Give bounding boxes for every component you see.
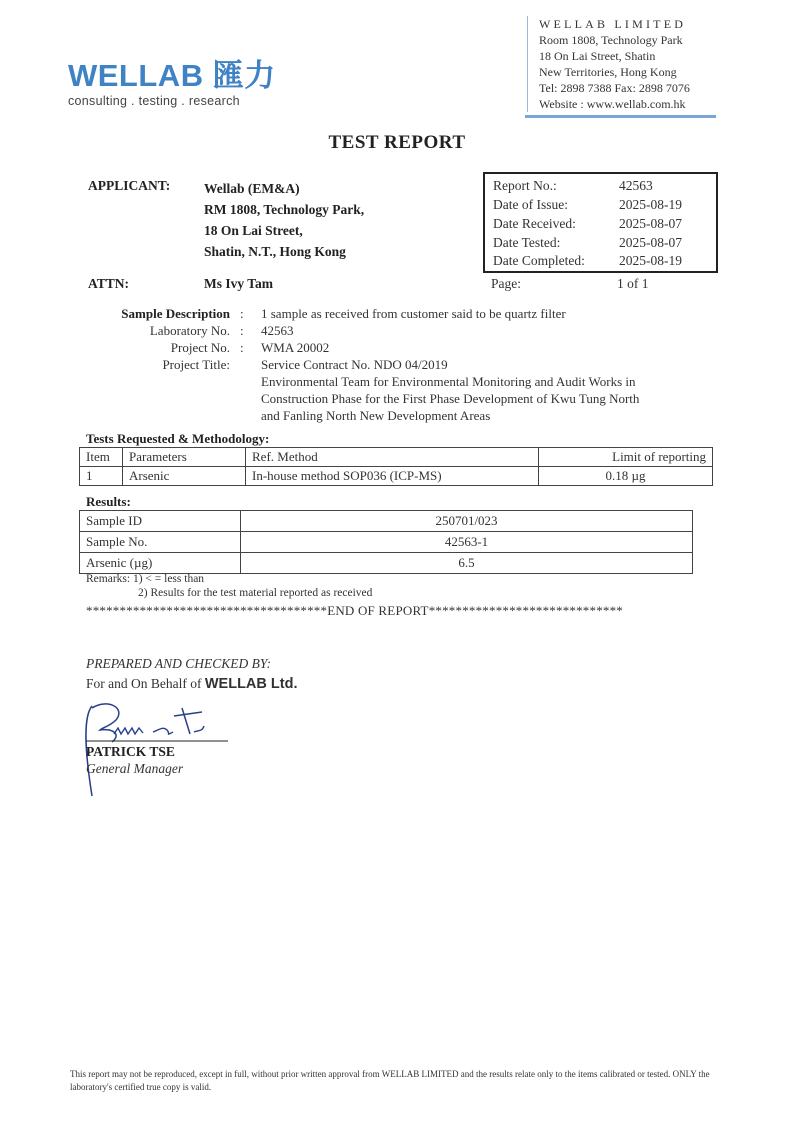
footer-disclaimer: This report may not be reproduced, except in full, without prior written approval from WELLAB LIMITED and the results relate only to the items calibrated or tested. ONLY the laboratory's certified true copy is valid. [70, 1069, 710, 1092]
laboratory-no-label: Laboratory No. [149, 323, 230, 338]
date-completed-row: Date Completed: 2025-08-19 [493, 253, 682, 268]
project-no-label: Project No. [170, 340, 230, 355]
table-cell: 0.18 µg [539, 467, 713, 486]
table-cell: Arsenic (µg) [80, 553, 241, 574]
report-number-row: Report No.: 42563 [493, 178, 653, 193]
column-header: Item [80, 448, 123, 467]
table-cell: 1 [80, 467, 123, 486]
signatory-name: PATRICK TSE [86, 744, 175, 759]
applicant-line: 18 On Lai Street, [204, 223, 303, 238]
address-line: 18 On Lai Street, Shatin [539, 49, 656, 63]
attn-label: ATTN: [88, 276, 130, 291]
table-cell: Sample ID [80, 511, 241, 532]
column-header: Limit of reporting [539, 448, 713, 467]
behalf-prefix: For and On Behalf of [86, 676, 202, 691]
results-heading: Results: [86, 494, 131, 509]
table-row [80, 532, 693, 553]
header-divider-horizontal [525, 115, 716, 118]
project-title-line: Environmental Team for Environmental Monitoring and Audit Works in [261, 374, 636, 389]
sample-description-value: 1 sample as received from customer said to be quartz filter [261, 306, 566, 321]
project-title-line: Construction Phase for the First Phase Development of Kwu Tung North [261, 391, 640, 406]
applicant-line: RM 1808, Technology Park, [204, 202, 365, 217]
report-title: TEST REPORT [328, 132, 466, 153]
remarks-label: Remarks: [86, 573, 131, 585]
table-header-row [80, 448, 713, 467]
company-logo [68, 60, 276, 108]
page-label: Page: [491, 276, 521, 291]
applicant-address [204, 178, 364, 262]
date-received-row: Date Received: 2025-08-07 [493, 216, 682, 231]
company-address [539, 16, 690, 112]
table-cell: Sample No. [80, 532, 241, 553]
address-line: New Territories, Hong Kong [539, 65, 677, 79]
table-row [80, 467, 713, 486]
prepared-label: PREPARED AND CHECKED BY: [86, 656, 271, 671]
results-table [79, 510, 693, 574]
address-line: Room 1808, Technology Park [539, 33, 683, 47]
attn-value: Ms Ivy Tam [204, 276, 274, 291]
remark-item: 1) < = less than [132, 573, 205, 585]
logo-wordmark: WELLAB 匯力 [68, 58, 276, 93]
sample-colons: : : : [240, 306, 244, 355]
behalf-line [86, 676, 297, 692]
sample-values [261, 305, 701, 424]
table-cell: 250701/023 [241, 511, 693, 532]
sample-description-label: Sample Description [121, 306, 230, 321]
project-title-label: Project Title: [162, 357, 230, 372]
column-header: Parameters [123, 448, 246, 467]
applicant-label: APPLICANT: [88, 178, 171, 193]
date-tested-row: Date Tested: 2025-08-07 [493, 235, 682, 250]
remarks [86, 572, 204, 586]
contact-phone-fax: Tel: 2898 7388 Fax: 2898 7076 [539, 81, 690, 95]
signatory-position: General Manager [86, 761, 184, 776]
behalf-company: WELLAB Ltd. [204, 676, 298, 692]
table-cell: In-house method SOP036 (ICP-MS) [246, 467, 539, 486]
tests-heading: Tests Requested & Methodology: [86, 431, 270, 446]
contact-website: Website : www.wellab.com.hk [539, 97, 686, 111]
report-info-box [483, 172, 718, 273]
applicant-line: Shatin, N.T., Hong Kong [204, 244, 346, 259]
logo-tagline: consulting . testing . research [68, 94, 240, 108]
table-cell: Arsenic [123, 467, 246, 486]
table-row [80, 553, 693, 574]
project-title-line: and Fanling North New Development Areas [261, 408, 491, 423]
sample-labels [106, 305, 230, 373]
date-of-issue-row: Date of Issue: 2025-08-19 [493, 197, 682, 212]
company-name: WELLAB LIMITED [539, 17, 687, 31]
tests-table [79, 447, 713, 486]
laboratory-no-value: 42563 [261, 323, 294, 338]
header-divider-vertical [527, 16, 528, 112]
project-title-line: Service Contract No. NDO 04/2019 [261, 357, 448, 372]
table-cell: 42563-1 [241, 532, 693, 553]
end-of-report-marker: ************************************END OF REPORT***************************** [86, 603, 623, 618]
column-header: Ref. Method [246, 448, 539, 467]
table-cell: 6.5 [241, 553, 693, 574]
page-value: 1 of 1 [617, 276, 649, 291]
applicant-line: Wellab (EM&A) [204, 181, 300, 196]
project-no-value: WMA 20002 [261, 340, 330, 355]
table-row [80, 511, 693, 532]
remark-item: 2) Results for the test material reported as received [138, 587, 373, 599]
